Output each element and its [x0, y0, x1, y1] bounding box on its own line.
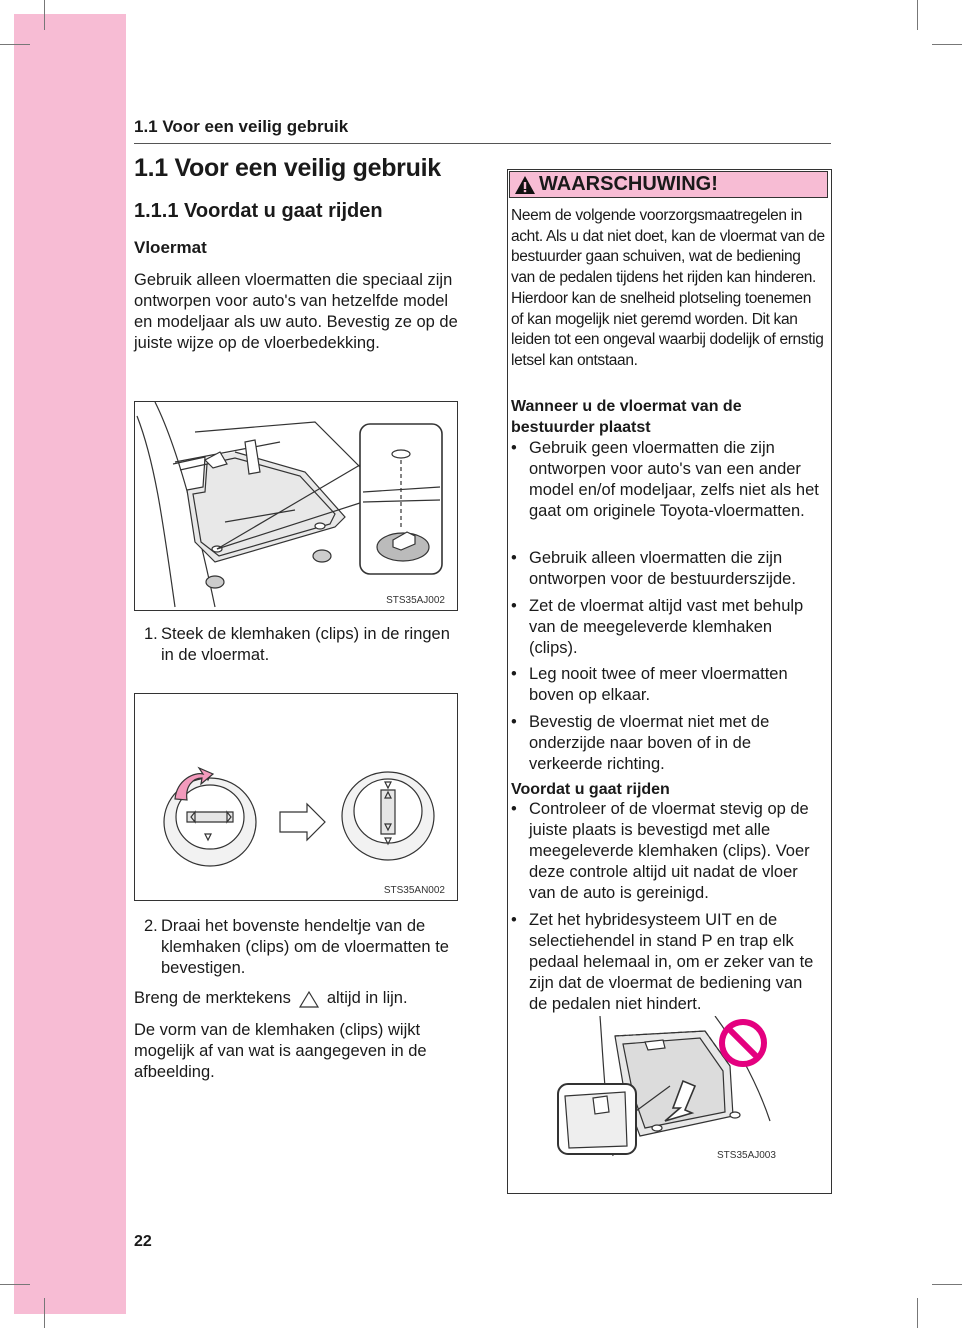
page-title: 1.1 Voor een veilig gebruik	[134, 154, 441, 182]
bullet: •	[511, 911, 517, 929]
warning-title: WAARSCHUWING!	[539, 173, 718, 195]
list-item-text: Zet de vloermat altijd vast met behulp van de meegeleverde klemhaken (clips).	[529, 597, 804, 657]
warning-header	[509, 171, 828, 198]
list-item-text: Leg nooit twee of meer vloermatten boven op elkaar.	[529, 665, 788, 704]
crop-mark	[917, 1298, 918, 1328]
list-item	[511, 910, 825, 1015]
step-text: Draai het bovenste hendeltje van de klemhaken (clips) om de vloermatten te bevestigen.	[161, 917, 449, 977]
bullet: •	[511, 800, 517, 818]
list-item-text: Bevestig de vloermat niet met de onderzijde naar boven of in de verkeerde richting.	[529, 713, 770, 773]
crop-mark	[44, 0, 45, 30]
stacked-mat-illustration	[555, 1016, 777, 1164]
figure-floor-mat-clips	[134, 401, 458, 611]
step-number: 1.	[144, 625, 158, 643]
bullet: •	[511, 439, 517, 457]
warning-subheading: Wanneer u de vloermat van de bestuurder plaatst	[511, 398, 742, 436]
step-2	[144, 916, 464, 979]
figure-code: STS35AJ002	[386, 595, 445, 606]
list-item	[511, 664, 825, 706]
crop-mark	[917, 0, 918, 30]
bullet: •	[511, 665, 517, 683]
intro-text: Gebruik alleen vloermatten die speciaal zijn ontworpen voor auto's van hetzelfde model en modeljaar als uw auto. Bevestig ze op de juiste wijze op de vloerbedekking.	[134, 271, 458, 352]
list-item-text: Gebruik geen vloermatten die zijn ontworpen voor auto's van een ander model en/of modeljaar, zelfs niet als het gaat om originele Toyota-vloermatten.	[529, 439, 819, 520]
list-item	[511, 438, 825, 522]
list-item	[511, 799, 825, 904]
floor-mat-illustration	[135, 402, 457, 610]
bullet: •	[511, 597, 517, 615]
figure-stacked-mat-warning	[555, 1016, 777, 1164]
figure-clip-rotation	[134, 693, 458, 901]
figure-code: STS35AN002	[383, 885, 445, 896]
chapter-tab	[14, 14, 126, 1314]
list-item-text: Gebruik alleen vloermatten die zijn ontworpen voor de bestuurderszijde.	[529, 549, 796, 588]
step-number: 2.	[144, 917, 158, 935]
warning-intro: Neem de volgende voorzorgsmaatregelen in acht. Als u dat niet doet, kan de vloermat van de bestuurder gaan schuiven, wat de bediening van de pedalen tijdens het rijden kan hinderen. Hierdoor kan de snelheid plotseling toenemen of kan mogelijk niet geremd worden. Dit kan leiden tot een ongeval waarbij dodelijk of ernstig letsel kan ontstaan.	[511, 207, 825, 369]
warning-triangle-icon	[514, 175, 536, 195]
alignment-note	[134, 988, 464, 1009]
crop-mark	[932, 1284, 962, 1285]
alignment-note-after: altijd in lijn.	[326, 989, 408, 1007]
list-item	[511, 548, 825, 590]
bullet: •	[511, 549, 517, 567]
crop-mark	[0, 44, 30, 45]
subsection-title: Vloermat	[134, 238, 207, 257]
step-1	[144, 624, 464, 666]
list-item-text: Zet het hybridesysteem UIT en de selectiehendel in stand P en trap elk pedaal helemaal in, om er zeker van te zijn dat de vloermat de bediening van de pedalen niet hindert.	[529, 911, 814, 1013]
crop-mark	[932, 44, 962, 45]
list-item	[511, 712, 825, 775]
page-number: 22	[134, 1233, 152, 1250]
section-title: 1.1.1 Voordat u gaat rijden	[134, 200, 383, 222]
crop-mark	[0, 1284, 30, 1285]
bullet: •	[511, 713, 517, 731]
triangle-mark-icon	[298, 990, 320, 1008]
list-item	[511, 596, 825, 659]
alignment-note-before: Breng de merktekens	[134, 989, 291, 1007]
warning-subheading: Voordat u gaat rijden	[511, 781, 670, 798]
figure-code: STS35AJ003	[717, 1150, 776, 1161]
shape-note: De vorm van de klemhaken (clips) wijkt mogelijk af van wat is aangegeven in de afbeelding.	[134, 1021, 427, 1081]
clip-rotation-illustration	[135, 694, 457, 900]
running-head: 1.1 Voor een veilig gebruik	[134, 117, 831, 144]
list-item-text: Controleer of de vloermat stevig op de juiste plaats is bevestigd met alle meegeleverde klemhaken (clips). Voer deze controle altijd uit nadat de vloer van de auto is gereinigd.	[529, 800, 810, 902]
crop-mark	[44, 1298, 45, 1328]
step-text: Steek de klemhaken (clips) in de ringen in de vloermat.	[161, 625, 450, 664]
